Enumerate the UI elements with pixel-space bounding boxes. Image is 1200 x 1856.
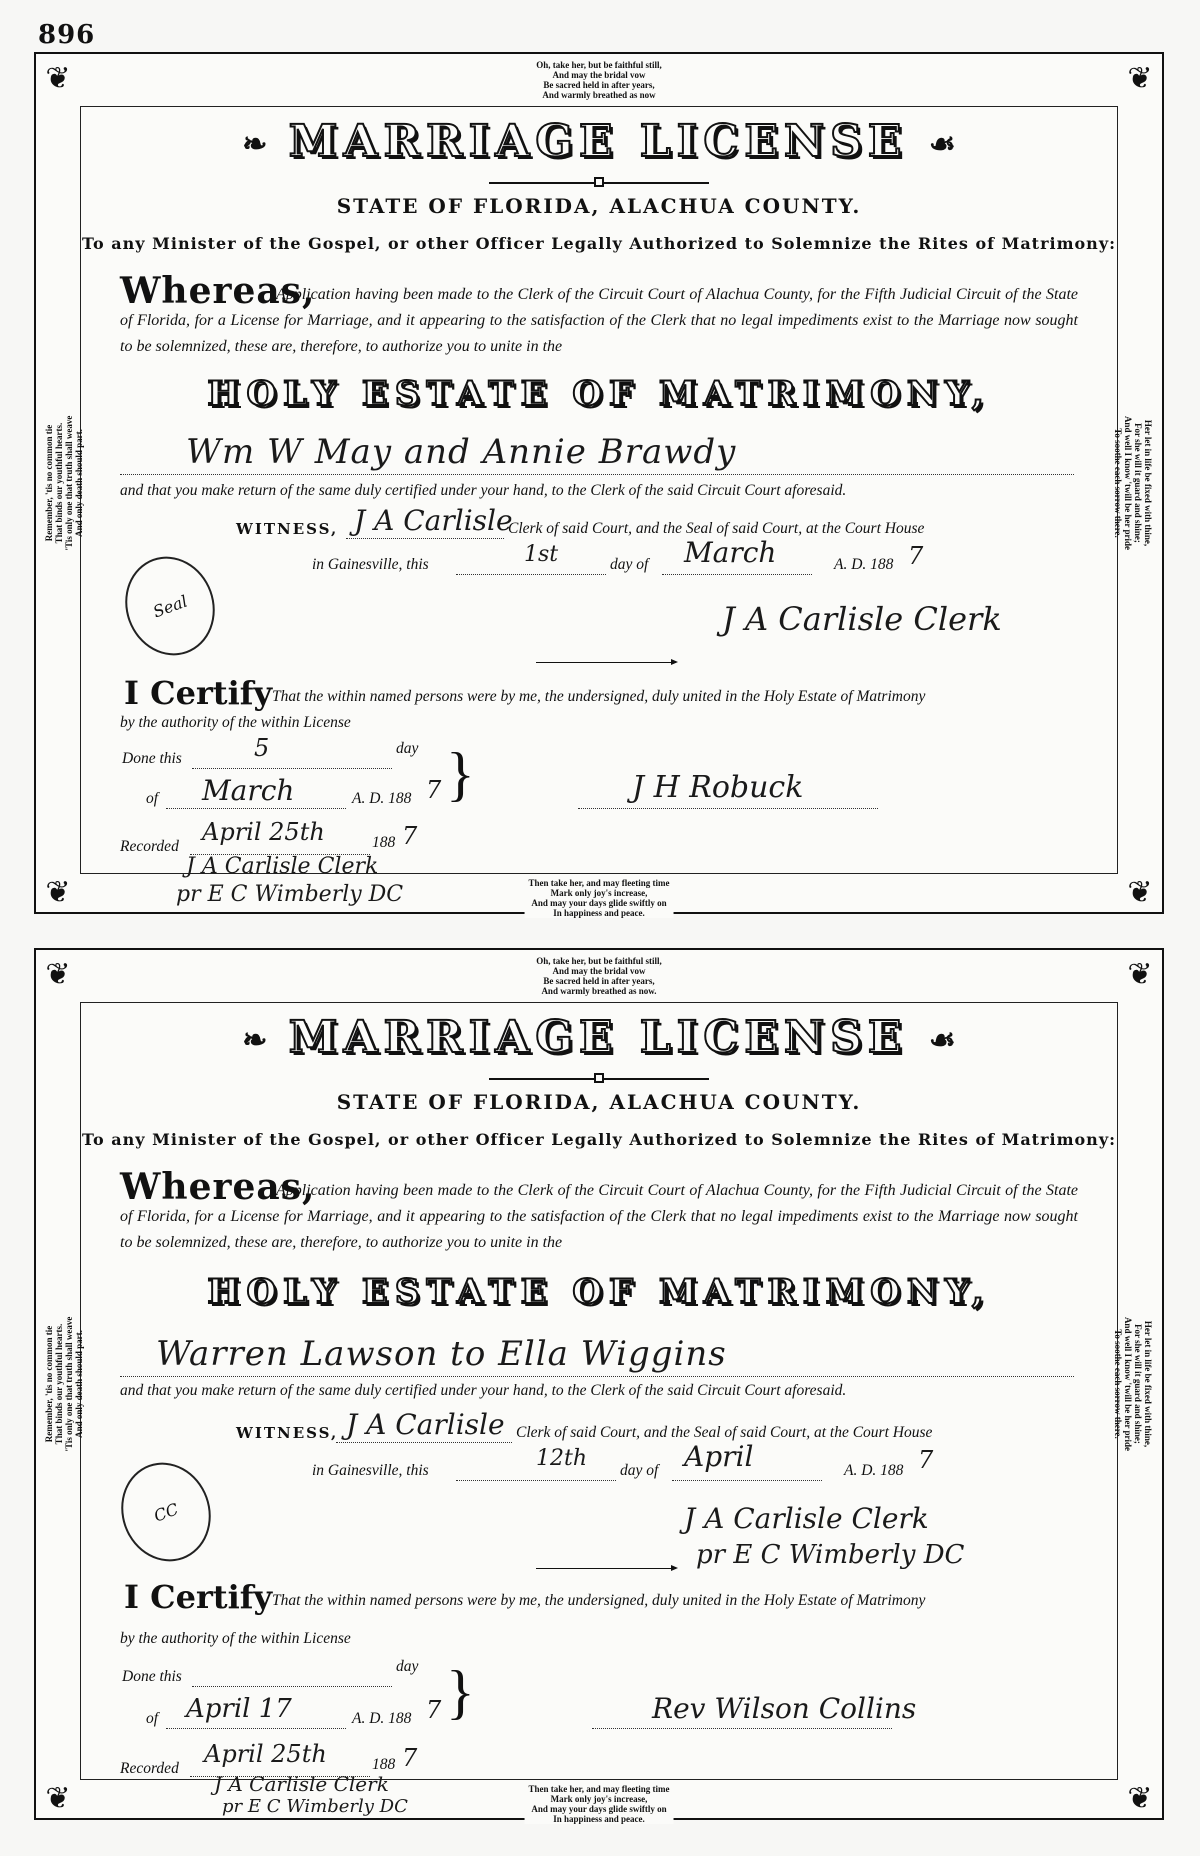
of-label: of: [146, 1710, 159, 1727]
flourish-left-icon: ❧: [242, 127, 268, 162]
witness-line: [346, 538, 504, 539]
holy-estate-heading: HOLY ESTATE OF MATRIMONY,: [207, 374, 991, 414]
done-day-line: [192, 768, 392, 769]
flourish-right-icon: ☙: [928, 1023, 956, 1058]
section-divider: [536, 662, 676, 663]
done-this-label: Done this: [122, 750, 182, 767]
witness-signature: J A Carlisle: [354, 504, 513, 537]
done-month-line: [166, 1728, 346, 1729]
top-verse: Oh, take her, but be faithful still, And may the bridal vow Be sacred held in after years, And warmly breathed as now: [536, 60, 662, 100]
corner-ornament-icon: ❦: [45, 875, 71, 909]
witness-label: WITNESS,: [236, 1424, 339, 1442]
clerk-text: Clerk of said Court, and the Seal of said Court, at the Court House: [508, 520, 925, 537]
whereas-text: [120, 1178, 1078, 1256]
recorded-year-prefix: 188: [372, 834, 396, 851]
whereas-text: [120, 282, 1078, 360]
month-value: March: [684, 536, 777, 569]
year-digit: 7: [918, 1446, 934, 1474]
clerk-text: Clerk of said Court, and the Seal of said Court, at the Court House: [516, 1424, 933, 1441]
brace-icon: }: [446, 1659, 475, 1725]
page-number: 896: [38, 20, 96, 50]
done-year: 7: [426, 776, 442, 804]
authority-text: by the authority of the within License: [120, 714, 351, 731]
authority-text: by the authority of the within License: [120, 1630, 351, 1647]
done-this-label: Done this: [122, 1668, 182, 1685]
done-day-line: [192, 1686, 392, 1687]
location-text: in Gainesville, this: [312, 1462, 429, 1479]
clerk-deputy: pr E C Wimberly DC: [696, 1540, 965, 1570]
done-ad-text: A. D. 188: [352, 1710, 412, 1727]
recorded-deputy: pr E C Wimberly DC: [176, 882, 404, 907]
bottom-verse: Then take her, and may fleeting time Mark only joy's increase, And may your days glide swiftly on In happiness and peace.: [525, 878, 674, 918]
witness-line: [336, 1442, 512, 1443]
done-month-value: April 17: [186, 1694, 292, 1724]
ad-text: A. D. 188: [844, 1462, 904, 1479]
day-of-label: day of: [620, 1462, 659, 1479]
address-line: To any Minister of the Gospel, or other Officer Legally Authorized to Solemnize the Rites of Matrimony:: [81, 234, 1117, 253]
location-text: in Gainesville, this: [312, 556, 429, 573]
court-seal: CC: [108, 1450, 225, 1574]
officiant-line: [578, 808, 878, 809]
corner-ornament-icon: ❦: [1127, 875, 1153, 909]
day-label: day: [396, 1658, 419, 1675]
done-month-value: March: [202, 774, 295, 807]
top-verse: Oh, take her, but be faithful still, And may the bridal vow Be sacred held in after years, And warmly breathed as now.: [536, 956, 662, 996]
recorded-signature: J A Carlisle Clerk: [186, 854, 379, 879]
section-divider: [536, 1568, 676, 1569]
license-title: [36, 116, 1162, 167]
state-county-heading: STATE OF FLORIDA, ALACHUA COUNTY.: [336, 194, 862, 218]
month-line: [672, 1480, 822, 1481]
year-digit: 7: [908, 542, 924, 570]
brace-icon: }: [446, 741, 475, 807]
day-label: day: [396, 740, 419, 757]
corner-ornament-icon: ❦: [45, 61, 71, 95]
left-verse: Remember, 'tis no common tie That binds our youthful hearts. 'Tis only one that truth shall weave And only death should part.: [44, 1316, 84, 1452]
done-year: 7: [426, 1696, 442, 1724]
recorded-date: April 25th: [204, 1740, 327, 1768]
ad-text: A. D. 188: [834, 556, 894, 573]
whereas-heading: Whereas,: [120, 1166, 316, 1208]
right-verse: Her let in life be fixed with thine, For she will it guard and shine; And well I know 'twill be her pride To soothe each sorrow there.: [1113, 1316, 1153, 1452]
recorded-label: Recorded: [120, 1760, 179, 1777]
license-title-text: MARRIAGE LICENSE: [288, 1012, 908, 1063]
corner-ornament-icon: ❦: [45, 1781, 71, 1815]
flourish-left-icon: ❧: [242, 1023, 268, 1058]
names-line: [120, 1376, 1074, 1377]
officiant-line: [592, 1728, 892, 1729]
return-text: and that you make return of the same duly certified under your hand, to the Clerk of the said Circuit Court aforesaid.: [120, 482, 847, 499]
address-line: To any Minister of the Gospel, or other Officer Legally Authorized to Solemnize the Rites of Matrimony:: [81, 1130, 1117, 1149]
court-seal: Seal: [112, 544, 229, 668]
left-verse: Remember, 'tis no common tie That binds our youthful hearts. 'Tis only one that truth shall weave And only death should part.: [44, 415, 84, 551]
title-divider: [489, 182, 709, 184]
witness-label: WITNESS,: [236, 520, 339, 538]
marriage-license-1: [34, 52, 1164, 918]
couple-names: Warren Lawson to Ella Wiggins: [156, 1334, 727, 1374]
recorded-label: Recorded: [120, 838, 179, 855]
return-text: and that you make return of the same duly certified under your hand, to the Clerk of the said Circuit Court aforesaid.: [120, 1382, 847, 1399]
whereas-heading: Whereas,: [120, 270, 316, 312]
corner-ornament-icon: ❦: [1127, 1781, 1153, 1815]
recorded-deputy: pr E C Wimberly DC: [222, 1796, 408, 1817]
done-month-line: [166, 808, 346, 809]
certify-text: That the within named persons were by me, the undersigned, duly united in the Holy Estate of Matrimony: [272, 688, 926, 705]
license-title: [36, 1012, 1162, 1063]
holy-estate-heading: HOLY ESTATE OF MATRIMONY,: [207, 1272, 991, 1312]
whereas-body-text: Application having been made to the Clerk of the Circuit Court of Alachua County, for the Fifth Judicial Circuit of the State of Florida, for a License for Marriage, and it appearing to the satisfaction of the Clerk that no legal impediments exist to the Marriage now sought to be solemnized, these are, therefore, to authorize you to unite in the: [120, 286, 1078, 355]
right-verse: Her let in life be fixed with thine, For she will it guard and shine; And well I know 'twill be her pride To soothe each sorrow there.: [1113, 415, 1153, 551]
done-ad-text: A. D. 188: [352, 790, 412, 807]
license-title-text: MARRIAGE LICENSE: [288, 116, 908, 167]
corner-ornament-icon: ❦: [1127, 957, 1153, 991]
day-value: 1st: [524, 542, 559, 567]
day-of-label: day of: [610, 556, 649, 573]
officiant-signature: Rev Wilson Collins: [652, 1692, 917, 1725]
title-divider: [489, 1078, 709, 1080]
marriage-license-2: [34, 948, 1164, 1824]
clerk-signature: J A Carlisle Clerk: [722, 600, 1002, 638]
recorded-date: April 25th: [202, 818, 325, 846]
corner-ornament-icon: ❦: [1127, 61, 1153, 95]
state-county-heading: STATE OF FLORIDA, ALACHUA COUNTY.: [336, 1090, 862, 1114]
month-line: [662, 574, 812, 575]
certify-text: That the within named persons were by me, the undersigned, duly united in the Holy Estate of Matrimony: [272, 1592, 926, 1609]
day-value: 12th: [536, 1446, 588, 1471]
day-line: [456, 574, 606, 575]
bottom-verse: Then take her, and may fleeting time Mark only joy's increase, And may your days glide swiftly on In happiness and peace.: [525, 1784, 674, 1824]
recorded-year: 7: [402, 1744, 418, 1772]
names-line: [120, 474, 1074, 475]
certify-heading: I Certify: [124, 674, 273, 712]
day-line: [456, 1480, 616, 1481]
witness-signature: J A Carlisle: [346, 1408, 505, 1441]
month-value: April: [684, 1440, 754, 1473]
clerk-signature: J A Carlisle Clerk: [684, 1502, 929, 1535]
recorded-signature: J A Carlisle Clerk: [214, 1772, 389, 1796]
couple-names: Wm W May and Annie Brawdy: [186, 432, 737, 472]
officiant-signature: J H Robuck: [632, 770, 804, 805]
recorded-year: 7: [402, 822, 418, 850]
flourish-right-icon: ☙: [928, 127, 956, 162]
corner-ornament-icon: ❦: [45, 957, 71, 991]
certify-heading: I Certify: [124, 1578, 273, 1616]
of-label: of: [146, 790, 159, 807]
whereas-body-text: Application having been made to the Clerk of the Circuit Court of Alachua County, for the Fifth Judicial Circuit of the State of Florida, for a License for Marriage, and it appearing to the satisfaction of the Clerk that no legal impediments exist to the Marriage now sought to be solemnized, these are, therefore, to authorize you to unite in the: [120, 1182, 1078, 1251]
recorded-year-prefix: 188: [372, 1756, 396, 1773]
done-day-value: 5: [254, 734, 270, 762]
